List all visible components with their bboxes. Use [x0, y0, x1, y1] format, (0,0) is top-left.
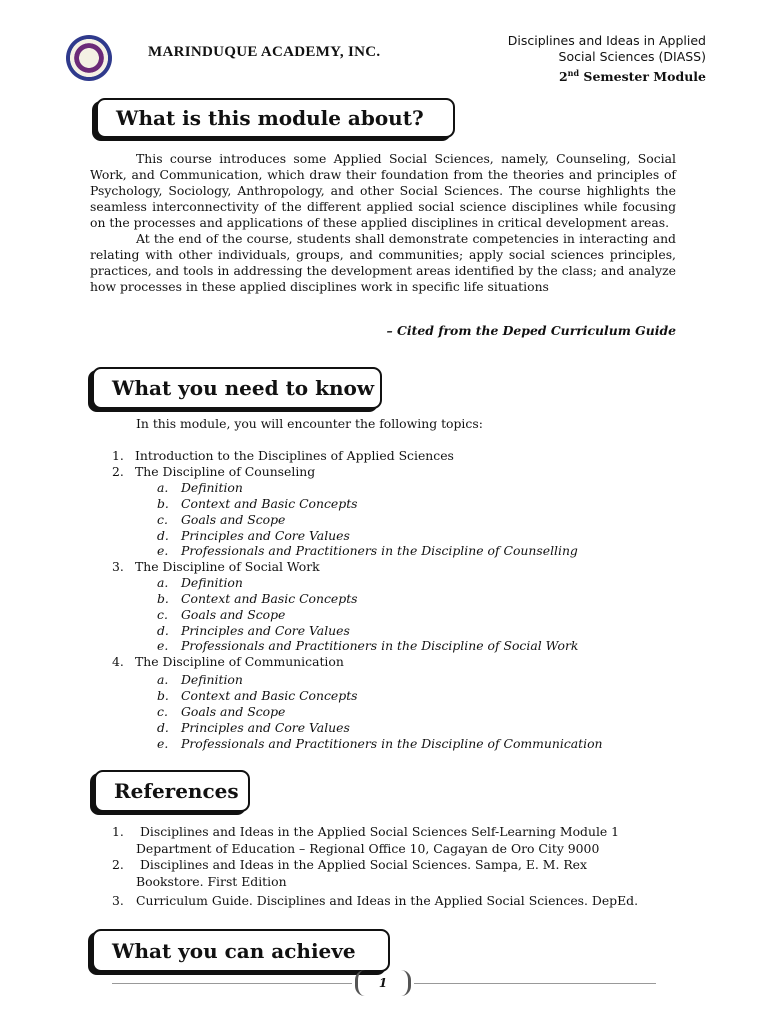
- section-title-can-achieve: [92, 929, 390, 972]
- reference-item: [112, 856, 678, 890]
- subtopic-item: [157, 512, 285, 528]
- section-title-text: References: [114, 779, 239, 803]
- topic-item: [112, 559, 320, 575]
- subtopic-label: Definition: [181, 672, 243, 687]
- section-title-need-to-know: [92, 367, 382, 409]
- reference-number: 2.: [112, 857, 124, 872]
- module-header: [508, 33, 706, 85]
- subtopic-item: [157, 480, 243, 496]
- subtopic-letter: c.: [157, 607, 168, 622]
- subtopic-label: Professionals and Practitioners in the Discipline of Counselling: [181, 543, 578, 558]
- subtopic-letter: e.: [157, 543, 169, 558]
- subtopic-item: [157, 543, 578, 559]
- subtopic-letter: d.: [157, 623, 169, 638]
- subtopic-item: [157, 528, 350, 544]
- subtopic-label: Definition: [181, 575, 243, 590]
- footer-rule-right: [414, 983, 656, 984]
- subtopic-item: [157, 591, 358, 607]
- topic-label: Introduction to the Disciplines of Applied Sciences: [135, 448, 454, 463]
- topic-item: [112, 448, 454, 464]
- footer-rule-left: [112, 983, 352, 984]
- section-title-text: What you need to know: [112, 376, 375, 400]
- citation: – Cited from the Deped Curriculum Guide: [386, 323, 676, 338]
- reference-text: Disciplines and Ideas in the Applied Social Sciences Self-Learning Module 1: [136, 824, 620, 839]
- school-name: MARINDUQUE ACADEMY, INC.: [148, 44, 381, 60]
- subtopic-item: [157, 575, 243, 591]
- section-title-references: [94, 770, 250, 812]
- subtopic-label: Principles and Core Values: [181, 720, 350, 735]
- subject-line-2: Social Sciences (DIASS): [558, 49, 706, 64]
- description-paragraph-2: At the end of the course, students shall demonstrate competencies in interacting and relating with other individuals, groups, and communities; apply social sciences principles, practices, and tools in addressing the development areas identified by the class; and analyze how processes in these applied disciplines work in specific life situations: [90, 231, 676, 294]
- subtopic-item: [157, 623, 350, 639]
- subtopic-letter: e.: [157, 638, 169, 653]
- subtopic-letter: d.: [157, 528, 169, 543]
- subtopic-label: Professionals and Practitioners in the Discipline of Communication: [181, 736, 603, 751]
- semester-suffix: nd: [567, 68, 580, 78]
- topic-item: [112, 654, 344, 670]
- subtopic-item: [157, 704, 285, 720]
- subtopic-item: [157, 496, 358, 512]
- subtopic-label: Context and Basic Concepts: [181, 591, 358, 606]
- topic-number: 4.: [112, 654, 124, 669]
- subtopic-letter: b.: [157, 688, 169, 703]
- subtopic-label: Principles and Core Values: [181, 528, 350, 543]
- subtopic-label: Goals and Scope: [181, 704, 286, 719]
- school-seal-icon: [66, 35, 112, 81]
- topic-number: 1.: [112, 448, 124, 463]
- reference-text-continued: Bookstore. First Edition: [136, 874, 287, 889]
- topic-number: 3.: [112, 559, 124, 574]
- reference-item: [112, 892, 678, 909]
- page-number: 1: [355, 970, 411, 996]
- subtopic-letter: e.: [157, 736, 169, 751]
- subtopic-item: [157, 638, 578, 654]
- subtopic-item: [157, 672, 243, 688]
- subject-line-1: Disciplines and Ideas in Applied: [507, 33, 706, 48]
- reference-item: [112, 823, 678, 857]
- semester-label: [508, 65, 706, 85]
- subtopic-letter: c.: [157, 512, 168, 527]
- subtopic-item: [157, 607, 285, 623]
- module-description: [90, 151, 676, 295]
- subtopic-item: [157, 688, 358, 704]
- section-title-module-about: [96, 98, 455, 138]
- reference-text: Curriculum Guide. Disciplines and Ideas in the Applied Social Sciences. DepEd.: [136, 893, 639, 908]
- semester-text: Semester Module: [579, 69, 706, 85]
- section-title-text: What is this module about?: [116, 106, 424, 130]
- subtopic-letter: d.: [157, 720, 169, 735]
- subtopic-letter: a.: [157, 480, 169, 495]
- topic-label: The Discipline of Social Work: [135, 559, 320, 574]
- subtopic-label: Principles and Core Values: [181, 623, 350, 638]
- topic-number: 2.: [112, 464, 124, 479]
- subtopic-letter: b.: [157, 591, 169, 606]
- subtopic-letter: c.: [157, 704, 168, 719]
- subtopic-item: [157, 736, 603, 752]
- subtopic-label: Context and Basic Concepts: [181, 688, 358, 703]
- subtopic-item: [157, 720, 350, 736]
- subtopic-letter: a.: [157, 672, 169, 687]
- subtopic-label: Definition: [181, 480, 243, 495]
- description-paragraph-1: This course introduces some Applied Social Sciences, namely, Counseling, Social Work, and Communication, which draw their foundation from the theories and principles of Psychology, Sociology, Anthropology, and other Social Sciences. The course highlights the seamless interconnectivity of the different applied social science disciplines while focusing on the processes and applications of these applied disciplines in critical development areas.: [90, 151, 676, 230]
- reference-number: 3.: [112, 893, 124, 908]
- subtopic-label: Goals and Scope: [181, 512, 286, 527]
- semester-number: 2: [558, 69, 568, 85]
- topic-label: The Discipline of Counseling: [135, 464, 316, 479]
- topic-label: The Discipline of Communication: [135, 654, 344, 669]
- topics-intro: In this module, you will encounter the following topics:: [136, 416, 483, 431]
- section-title-text: What you can achieve: [112, 938, 356, 963]
- subtopic-label: Context and Basic Concepts: [181, 496, 358, 511]
- reference-number: 1.: [112, 824, 124, 839]
- subtopic-label: Professionals and Practitioners in the Discipline of Social Work: [181, 638, 579, 653]
- topic-item: [112, 464, 315, 480]
- reference-text: Disciplines and Ideas in the Applied Social Sciences. Sampa, E. M. Rex: [136, 857, 588, 872]
- reference-text-continued: Department of Education – Regional Office 10, Cagayan de Oro City 9000: [136, 841, 600, 856]
- subtopic-label: Goals and Scope: [181, 607, 286, 622]
- subtopic-letter: a.: [157, 575, 169, 590]
- subtopic-letter: b.: [157, 496, 169, 511]
